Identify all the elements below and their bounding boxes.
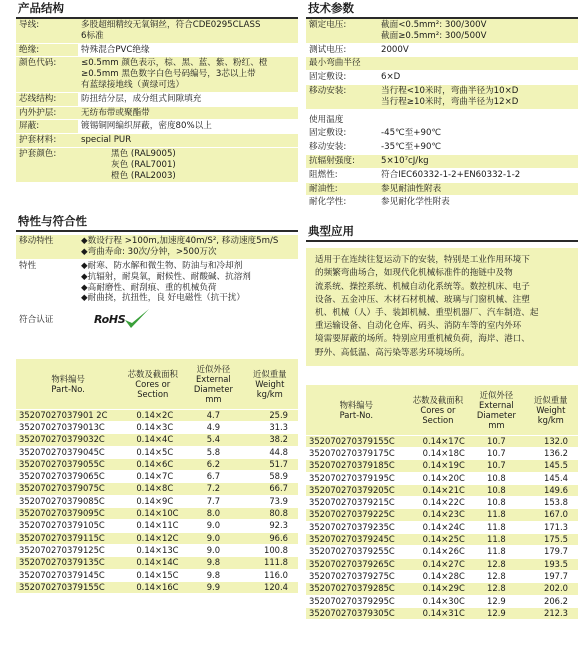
weight-cell: 51.7 — [242, 458, 298, 470]
cores-cell: 0.14×30C — [407, 595, 470, 607]
product-row-value — [78, 107, 298, 120]
diameter-cell: 9.9 — [185, 581, 241, 593]
color-item: 黑色 (RAL9005) — [111, 148, 176, 159]
table-row — [306, 607, 578, 619]
rated-voltage-value: 截面<0.5mm²: 300/300V 截面≥0.5mm²: 300/500V — [378, 19, 578, 43]
diameter-cell: 10.8 — [469, 497, 523, 509]
moving-bend-label: 移动安装: — [306, 85, 378, 109]
diameter-cell: 5.4 — [185, 434, 241, 446]
table-row — [16, 508, 298, 520]
section-rule — [306, 240, 578, 242]
left-column — [16, 0, 298, 593]
feature-item: ◆耐寒、防水解和微生物、防油与和冷却剂 — [81, 260, 243, 271]
temp-fixed-row — [306, 127, 578, 141]
table-row — [16, 532, 298, 544]
cores-cell: 0.14×4C — [120, 434, 185, 446]
cores-cell: 0.14×10C — [120, 508, 185, 520]
diameter-cell: 11.8 — [469, 546, 523, 558]
data-table-left — [16, 359, 298, 593]
cores-cell: 0.14×19C — [407, 460, 470, 472]
fixed-bend-label: 固定敷设: — [309, 72, 347, 83]
product-row — [16, 19, 298, 44]
part-number-cell: 352070270379185C — [306, 460, 407, 472]
weight-cell: 66.7 — [242, 483, 298, 495]
product-row — [16, 44, 298, 58]
diameter-cell: 12.9 — [469, 595, 523, 607]
table-row — [16, 520, 298, 532]
product-row-label: 内外护层: — [16, 107, 78, 120]
diameter-cell: 7.2 — [185, 483, 241, 495]
part-number-cell: 352070270379075C — [16, 483, 120, 495]
cores-cell: 0.14×6C — [120, 458, 185, 470]
product-row-label: 护套材料: — [16, 134, 78, 147]
fixed-bend-row — [306, 71, 578, 85]
weight-cell: 171.3 — [524, 521, 578, 533]
product-row-value — [78, 120, 298, 133]
cores-cell: 0.14×31C — [407, 607, 470, 619]
value-line: 有蓝绿接地线（黄绿可选） — [81, 79, 185, 90]
diameter-cell: 10.7 — [469, 460, 523, 472]
table-row — [16, 544, 298, 556]
diameter-cell: 11.8 — [469, 534, 523, 546]
rated-voltage-row — [306, 19, 578, 44]
table-row — [306, 583, 578, 595]
flame-value: 符合IEC60332-1-2+EN60332-1-2 — [381, 169, 521, 180]
weight-cell: 120.4 — [242, 581, 298, 593]
value-line: 无纺布带或聚酯带 — [81, 107, 150, 118]
cores-cell: 0.14×9C — [120, 495, 185, 507]
weight-cell: 31.3 — [242, 421, 298, 433]
cores-cell: 0.14×13C — [120, 544, 185, 556]
table-row — [306, 595, 578, 607]
cores-cell: 0.14×2C — [120, 409, 185, 421]
table-row — [16, 495, 298, 507]
table-header — [16, 359, 298, 409]
part-number-cell: 352070270379235C — [306, 521, 407, 533]
cores-cell: 0.14×7C — [120, 471, 185, 483]
temp-move-row — [306, 141, 578, 155]
weight-cell: 212.3 — [524, 607, 578, 619]
table-row — [306, 460, 578, 472]
weight-cell: 100.8 — [242, 544, 298, 556]
temp-move-label: 移动安装: — [309, 142, 347, 153]
table-row — [306, 558, 578, 570]
weight-cell: 44.8 — [242, 446, 298, 458]
part-number-cell: 352070270379255C — [306, 546, 407, 558]
sheath-color-values — [78, 148, 298, 182]
min-bend-label: 最小弯曲半径 — [306, 57, 378, 70]
diameter-cell: 12.9 — [469, 607, 523, 619]
rated-voltage-label: 额定电压: — [306, 19, 378, 43]
part-number-cell: 352070270379215C — [306, 497, 407, 509]
table-row — [306, 521, 578, 533]
diameter-cell: 9.0 — [185, 532, 241, 544]
part-number-cell: 352070270379305C — [306, 607, 407, 619]
weight-cell: 92.3 — [242, 520, 298, 532]
diameter-cell: 10.7 — [469, 447, 523, 459]
cores-cell: 0.14×17C — [407, 435, 470, 447]
part-number-cell: 352070270379105C — [16, 520, 120, 532]
move-values — [78, 235, 298, 259]
weight-cell: 202.0 — [524, 583, 578, 595]
cores-cell: 0.14×20C — [407, 472, 470, 484]
diameter-cell: 9.0 — [185, 520, 241, 532]
radiation-row — [306, 155, 578, 169]
header-part: 物料编号 Part-No. — [16, 359, 120, 409]
chem-row — [306, 196, 578, 210]
value-line: ≥0.5mm 黑色数字白色号码编号，3芯以上带 — [81, 69, 256, 80]
color-item: 橙色 (RAL2003) — [111, 170, 176, 181]
weight-cell: 116.0 — [242, 569, 298, 581]
cores-cell: 0.14×26C — [407, 546, 470, 558]
move-row — [16, 235, 298, 260]
application-line: 适用于在连续往复运动下的安装，特别是工业作用环境下 — [315, 255, 530, 266]
radiation-value: 5×10⁷cJ/kg — [378, 155, 578, 168]
sheath-color-row — [16, 148, 298, 183]
diameter-cell: 11.8 — [469, 521, 523, 533]
weight-cell: 80.8 — [242, 508, 298, 520]
table-row — [16, 581, 298, 593]
product-row — [16, 93, 298, 107]
cores-cell: 0.14×23C — [407, 509, 470, 521]
table-row — [16, 434, 298, 446]
diameter-cell: 7.7 — [185, 495, 241, 507]
part-number-cell: 352070270379145C — [16, 569, 120, 581]
feature-values — [78, 260, 298, 305]
header-weight: 近似重量 Weight kg/km — [524, 385, 578, 435]
header-diameter: 近似外径 External Diameter mm — [469, 385, 523, 435]
chem-value: 参见耐化学性附表 — [381, 197, 450, 208]
cores-cell: 0.14×21C — [407, 484, 470, 496]
header-cores: 芯数及截面积 Cores or Section — [120, 359, 185, 409]
cores-cell: 0.14×29C — [407, 583, 470, 595]
diameter-cell: 9.8 — [185, 569, 241, 581]
part-number-cell: 352070270379285C — [306, 583, 407, 595]
temp-fixed-label: 固定敷设: — [309, 128, 347, 139]
weight-cell: 197.7 — [524, 570, 578, 582]
cores-cell: 0.14×5C — [120, 446, 185, 458]
test-voltage-row — [306, 44, 578, 58]
product-row — [16, 57, 298, 92]
application-line: 设备、五金冲压、木材石材机械、玻璃与门窗机械、注塑 — [315, 294, 530, 305]
chem-label: 耐化学性: — [309, 197, 347, 208]
product-row-value — [78, 93, 298, 106]
oil-value: 参见耐油性附表 — [378, 183, 578, 196]
data-table-right — [306, 385, 578, 619]
product-row-label: 绝缘: — [16, 44, 78, 57]
right-column — [306, 0, 578, 619]
weight-cell: 132.0 — [524, 435, 578, 447]
cores-cell: 0.14×24C — [407, 521, 470, 533]
part-number-cell: 352070270379065C — [16, 471, 120, 483]
move-item: ◆弯曲寿命: 30次/分钟，>500万次 — [81, 247, 217, 258]
value-line: 镀锡铜网编织屏蔽，密度80%以上 — [81, 121, 212, 132]
weight-cell: 145.5 — [524, 460, 578, 472]
value-line: 6标准 — [81, 30, 104, 41]
table-header — [306, 385, 578, 435]
rohs-check-icon — [123, 307, 151, 331]
cores-cell: 0.14×28C — [407, 570, 470, 582]
flame-row — [306, 169, 578, 183]
application-line: 机、机械（人）手、装卸机械、重型机器厂、汽车制造、起 — [315, 307, 539, 318]
weight-cell: 58.9 — [242, 471, 298, 483]
move-label: 移动特性 — [16, 235, 78, 259]
conformity-row — [16, 306, 298, 332]
cores-cell: 0.14×11C — [120, 520, 185, 532]
flame-label: 阻燃性: — [309, 169, 338, 180]
product-row-label: 屏蔽: — [16, 120, 78, 133]
radiation-label: 抗辐射强度: — [306, 155, 378, 168]
test-voltage-value: 2000V — [381, 44, 409, 55]
product-row-value — [78, 57, 298, 91]
cores-cell: 0.14×27C — [407, 558, 470, 570]
cores-cell: 0.14×14C — [120, 557, 185, 569]
part-number-cell: 352070270379032C — [16, 434, 120, 446]
test-voltage-label: 测试电压: — [309, 44, 347, 55]
product-row-value — [78, 44, 298, 57]
product-row-label: 颜色代码: — [16, 57, 78, 91]
product-row-value — [78, 134, 298, 147]
diameter-cell: 4.9 — [185, 421, 241, 433]
table-row — [306, 534, 578, 546]
value-line: 多股超细精绞无氧铜丝，符合CDE0295CLASS — [81, 20, 261, 30]
value-line: 特殊混合PVC绝缘 — [81, 44, 150, 55]
product-row-label: 导线: — [16, 19, 78, 43]
application-line: 流系统、操控系统、机械自动化系统等。数控机床、电子 — [315, 281, 530, 292]
part-number-cell: 352070270379275C — [306, 570, 407, 582]
product-structure-table — [16, 19, 298, 183]
properties-title: 特性与符合性 — [18, 214, 87, 229]
weight-cell: 193.5 — [524, 558, 578, 570]
part-number-cell: 352070270379055C — [16, 458, 120, 470]
table-row — [306, 497, 578, 509]
table-row — [16, 421, 298, 433]
feature-label: 特性 — [19, 260, 37, 271]
product-row — [16, 107, 298, 121]
table-row — [306, 435, 578, 447]
part-number-cell: 352070270379225C — [306, 509, 407, 521]
application-line: 重运输设备、自动化仓库、码头、消防车等的室内外环 — [315, 321, 522, 332]
fixed-bend-value: 6×D — [381, 72, 401, 83]
product-structure-title: 产品结构 — [18, 1, 64, 15]
weight-cell: 153.8 — [524, 497, 578, 509]
header-part: 物料编号 Part-No. — [306, 385, 407, 435]
feature-item: ◆抗辐射，耐臭氧，耐候性、耐酸碱、抗溶剂 — [81, 271, 251, 282]
application-line: 野外、高低温、高污染等恶劣环境场所。 — [315, 347, 470, 358]
cores-cell: 0.14×16C — [120, 581, 185, 593]
part-number-cell: 352070270379013C — [16, 421, 120, 433]
part-number-cell: 352070270379125C — [16, 544, 120, 556]
temp-fixed-value: -45℃至+90℃ — [381, 128, 442, 139]
conformity-label: 符合认证 — [19, 315, 54, 326]
table-row — [16, 409, 298, 421]
part-number-cell: 352070270379155C — [16, 581, 120, 593]
value-line: ≤0.5mm 颜色表示，棕、黑、蓝、紫、粉红、橙 — [81, 58, 268, 69]
weight-cell: 149.6 — [524, 484, 578, 496]
rohs-text: RoHS — [94, 312, 126, 326]
table-row — [306, 484, 578, 496]
part-number-cell: 352070270379045C — [16, 446, 120, 458]
weight-cell: 167.0 — [524, 509, 578, 521]
header-weight: 近似重量 Weight kg/km — [242, 359, 298, 409]
cores-cell: 0.14×3C — [120, 421, 185, 433]
weight-cell: 175.5 — [524, 534, 578, 546]
application-text — [306, 248, 578, 366]
feature-item: ◆高耐磨性、耐刮痕、重的机械负荷 — [81, 282, 217, 293]
cores-cell: 0.14×25C — [407, 534, 470, 546]
cores-cell: 0.14×15C — [120, 569, 185, 581]
weight-cell: 73.9 — [242, 495, 298, 507]
diameter-cell: 8.0 — [185, 508, 241, 520]
part-number-cell: 352070270379295C — [306, 595, 407, 607]
part-number-cell: 352070270379175C — [306, 447, 407, 459]
diameter-cell: 12.8 — [469, 570, 523, 582]
part-number-cell: 352070270379205C — [306, 484, 407, 496]
table-row — [306, 509, 578, 521]
part-number-cell: 352070270379095C — [16, 508, 120, 520]
table-row — [16, 557, 298, 569]
sheath-color-label: 护套颜色: — [16, 148, 78, 182]
oil-row — [306, 183, 578, 197]
rohs-logo — [94, 307, 151, 331]
part-number-cell: 352070270379245C — [306, 534, 407, 546]
tech-params-title: 技术参数 — [308, 1, 354, 15]
move-item: ◆数设行程 >100m,加速度40m/S², 移动速度5m/S — [81, 236, 279, 247]
value-line: special PUR — [81, 135, 132, 146]
feature-item: ◆耐曲挠，抗扭性，良 好电磁性（抗干扰） — [81, 293, 246, 304]
feature-row — [16, 260, 298, 306]
weight-cell: 136.2 — [524, 447, 578, 459]
min-bend-row — [306, 57, 578, 71]
part-number-cell: 352070270379265C — [306, 558, 407, 570]
weight-cell: 145.4 — [524, 472, 578, 484]
diameter-cell: 12.8 — [469, 558, 523, 570]
product-row — [16, 134, 298, 148]
table-row — [306, 447, 578, 459]
part-number-cell: 352070270379115C — [16, 532, 120, 544]
application-line: 的频繁弯曲场合，如现代化机械标准件的拖链中及物 — [315, 268, 513, 279]
weight-cell: 111.8 — [242, 557, 298, 569]
application-line: 境需要屏蔽的场所。特别应用重机械负荷，海岸、港口、 — [315, 334, 530, 345]
temp-move-value: -35℃至+90℃ — [381, 142, 442, 153]
moving-bend-row — [306, 85, 578, 110]
cores-cell: 0.14×8C — [120, 483, 185, 495]
weight-cell: 179.7 — [524, 546, 578, 558]
weight-cell: 96.6 — [242, 532, 298, 544]
diameter-cell: 10.8 — [469, 472, 523, 484]
color-item: 灰色 (RAL7001) — [111, 159, 176, 170]
table-row — [306, 472, 578, 484]
section-rule — [16, 230, 298, 232]
diameter-cell: 5.8 — [185, 446, 241, 458]
table-row — [16, 471, 298, 483]
moving-bend-value: 当行程<10米时，弯曲半径为10×D 当行程≥10米时，弯曲半径为12×D — [378, 85, 578, 109]
part-number-cell: 352070270379085C — [16, 495, 120, 507]
weight-cell: 25.9 — [242, 409, 298, 421]
diameter-cell: 12.8 — [469, 583, 523, 595]
header-cores: 芯数及截面积 Cores or Section — [407, 385, 470, 435]
table-row — [306, 570, 578, 582]
product-row-value — [78, 19, 298, 43]
table-row — [16, 446, 298, 458]
cores-cell: 0.14×22C — [407, 497, 470, 509]
weight-cell: 206.2 — [524, 595, 578, 607]
table-row — [16, 569, 298, 581]
diameter-cell: 11.8 — [469, 509, 523, 521]
value-line: 防扭结分层，成分组式间隙填充 — [81, 93, 202, 104]
table-row — [306, 546, 578, 558]
part-number-cell: 35207027037901 2C — [16, 409, 120, 421]
diameter-cell: 10.8 — [469, 484, 523, 496]
diameter-cell: 9.0 — [185, 544, 241, 556]
table-row — [16, 483, 298, 495]
part-number-cell: 352070270379155C — [306, 435, 407, 447]
temp-label: 使用温度 — [309, 114, 344, 125]
part-number-cell: 352070270379135C — [16, 557, 120, 569]
diameter-cell: 9.8 — [185, 557, 241, 569]
cores-cell: 0.14×12C — [120, 532, 185, 544]
diameter-cell: 4.7 — [185, 409, 241, 421]
header-diameter: 近似外径 External Diameter mm — [185, 359, 241, 409]
table-row — [16, 458, 298, 470]
part-number-cell: 352070270379195C — [306, 472, 407, 484]
diameter-cell: 6.2 — [185, 458, 241, 470]
application-title: 典型应用 — [308, 224, 354, 239]
cores-cell: 0.14×18C — [407, 447, 470, 459]
diameter-cell: 6.7 — [185, 471, 241, 483]
oil-label: 耐油性: — [306, 183, 378, 196]
temp-row — [306, 114, 578, 128]
diameter-cell: 10.7 — [469, 435, 523, 447]
weight-cell: 38.2 — [242, 434, 298, 446]
product-row — [16, 120, 298, 134]
product-row-label: 芯线结构: — [16, 93, 78, 106]
